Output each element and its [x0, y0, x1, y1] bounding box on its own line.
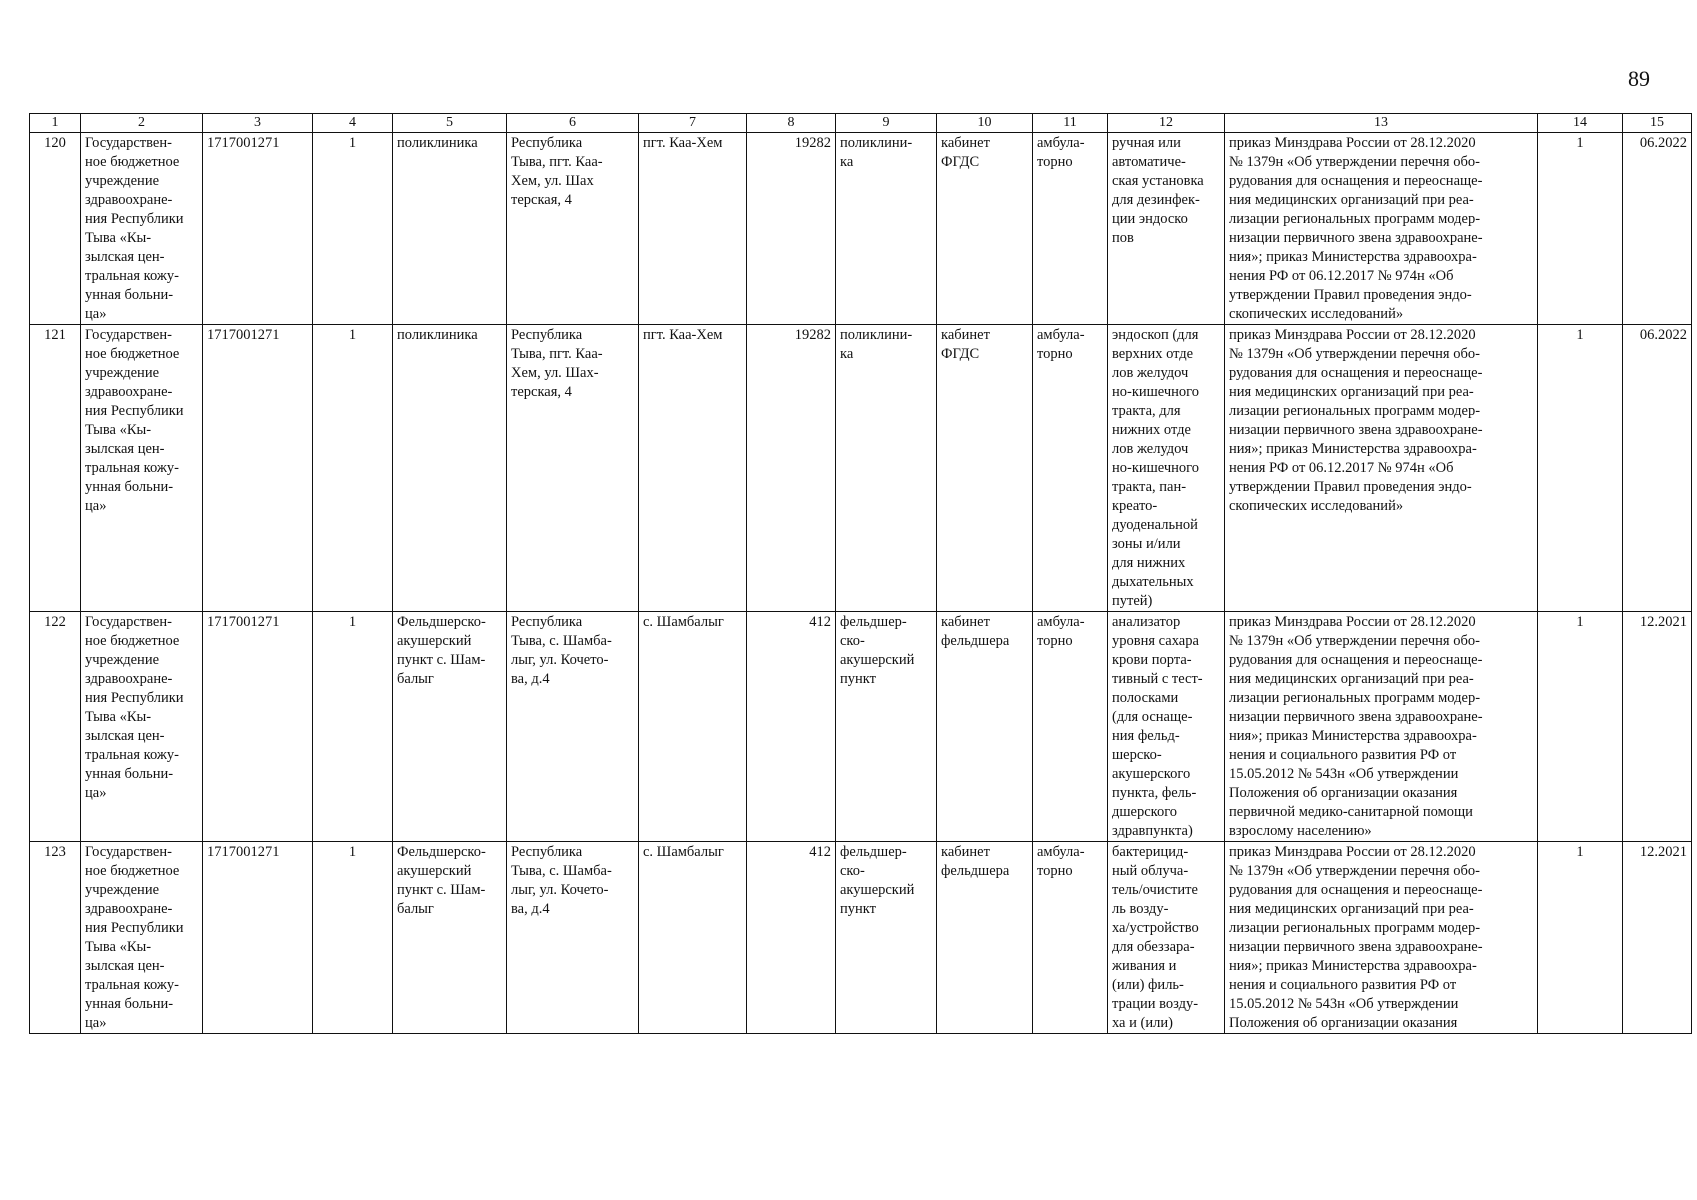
inn-cell: 1717001271 [203, 612, 313, 842]
population-cell: 412 [747, 842, 836, 1034]
organization-cell: Государствен- ное бюджетное учреждение здравоохране- ния Республики Тыва «Кы- зылская цен- тральная кожу- унная больни- ца» [81, 612, 203, 842]
locality-cell: пгт. Каа-Хем [639, 325, 747, 612]
division-cell: фельдшер- ско- акушерский пункт [836, 612, 937, 842]
column-number: 7 [639, 114, 747, 133]
basis-cell: приказ Минздрава России от 28.12.2020 № 1379н «Об утверждении перечня обо- рудования для оснащения и переоснаще- ния медицинских организаций при реа- лизации региональных программ модер- низации первичного звена здравоохране- ния»; приказ Министерства здравоохра- нения и социального развития РФ от 15.05.2012 № 543н «Об утверждении Положения об организации оказания [1225, 842, 1538, 1034]
column-number: 14 [1538, 114, 1623, 133]
page-number: 89 [1628, 66, 1650, 91]
date-cell: 12.2021 [1623, 842, 1692, 1034]
table-row [30, 612, 1692, 842]
column-number: 1 [30, 114, 81, 133]
address-cell: Республика Тыва, с. Шамба- лыг, ул. Кочето- ва, д.4 [507, 612, 639, 842]
room-cell: кабинет ФГДС [937, 325, 1033, 612]
address-cell: Республика Тыва, с. Шамба- лыг, ул. Кочето- ва, д.4 [507, 842, 639, 1034]
table-row [30, 842, 1692, 1034]
column-number: 10 [937, 114, 1033, 133]
room-cell: кабинет ФГДС [937, 133, 1033, 325]
equipment-table [29, 113, 1692, 1034]
population-cell: 19282 [747, 325, 836, 612]
basis-cell: приказ Минздрава России от 28.12.2020 № 1379н «Об утверждении перечня обо- рудования для оснащения и переоснаще- ния медицинских организаций при реа- лизации региональных программ модер- низации первичного звена здравоохране- ния»; приказ Министерства здравоохра- нения РФ от 06.12.2017 № 974н «Об утверждении Правил проведения эндо- скопических исследований» [1225, 325, 1538, 612]
locality-cell: с. Шамбалыг [639, 612, 747, 842]
quantity-cell: 1 [1538, 325, 1623, 612]
count-cell: 1 [313, 325, 393, 612]
equipment-cell: анализатор уровня сахара крови порта- тивный с тест- полосками (для оснаще- ния фельд- шерско- акушерского пункта, фель- дшерского здравпункта) [1108, 612, 1225, 842]
date-cell: 06.2022 [1623, 133, 1692, 325]
row-number: 123 [30, 842, 81, 1034]
mode-cell: амбула- торно [1033, 133, 1108, 325]
mode-cell: амбула- торно [1033, 612, 1108, 842]
inn-cell: 1717001271 [203, 133, 313, 325]
column-number: 5 [393, 114, 507, 133]
population-cell: 19282 [747, 133, 836, 325]
unit-cell: Фельдшерско- акушерский пункт с. Шам- балыг [393, 612, 507, 842]
unit-cell: Фельдшерско- акушерский пункт с. Шам- балыг [393, 842, 507, 1034]
column-number-row [30, 114, 1692, 133]
column-number: 11 [1033, 114, 1108, 133]
address-cell: Республика Тыва, пгт. Каа- Хем, ул. Шах- терская, 4 [507, 325, 639, 612]
equipment-cell: бактерицид- ный облуча- тель/очистите ль возду- ха/устройство для обеззара- живания и (или) филь- трации возду- ха и (или) [1108, 842, 1225, 1034]
room-cell: кабинет фельдшера [937, 842, 1033, 1034]
column-number: 12 [1108, 114, 1225, 133]
quantity-cell: 1 [1538, 612, 1623, 842]
row-number: 122 [30, 612, 81, 842]
table-row [30, 133, 1692, 325]
equipment-cell: ручная или автоматиче- ская установка для дезинфек- ции эндоско пов [1108, 133, 1225, 325]
column-number: 2 [81, 114, 203, 133]
count-cell: 1 [313, 612, 393, 842]
unit-cell: поликлиника [393, 325, 507, 612]
inn-cell: 1717001271 [203, 325, 313, 612]
unit-cell: поликлиника [393, 133, 507, 325]
count-cell: 1 [313, 133, 393, 325]
row-number: 121 [30, 325, 81, 612]
organization-cell: Государствен- ное бюджетное учреждение здравоохране- ния Республики Тыва «Кы- зылская цен- тральная кожу- унная больни- ца» [81, 325, 203, 612]
column-number: 6 [507, 114, 639, 133]
organization-cell: Государствен- ное бюджетное учреждение здравоохране- ния Республики Тыва «Кы- зылская цен- тральная кожу- унная больни- ца» [81, 842, 203, 1034]
mode-cell: амбула- торно [1033, 325, 1108, 612]
division-cell: поликлини- ка [836, 133, 937, 325]
column-number: 13 [1225, 114, 1538, 133]
column-number: 4 [313, 114, 393, 133]
basis-cell: приказ Минздрава России от 28.12.2020 № 1379н «Об утверждении перечня обо- рудования для оснащения и переоснаще- ния медицинских организаций при реа- лизации региональных программ модер- низации первичного звена здравоохране- ния»; приказ Министерства здравоохра- нения и социального развития РФ от 15.05.2012 № 543н «Об утверждении Положения об организации оказания первичной медико-санитарной помощи взрослому населению» [1225, 612, 1538, 842]
column-number: 15 [1623, 114, 1692, 133]
column-number: 3 [203, 114, 313, 133]
date-cell: 12.2021 [1623, 612, 1692, 842]
basis-cell: приказ Минздрава России от 28.12.2020 № 1379н «Об утверждении перечня обо- рудования для оснащения и переоснаще- ния медицинских организаций при реа- лизации региональных программ модер- низации первичного звена здравоохране- ния»; приказ Министерства здравоохра- нения РФ от 06.12.2017 № 974н «Об утверждении Правил проведения эндо- скопических исследований» [1225, 133, 1538, 325]
population-cell: 412 [747, 612, 836, 842]
organization-cell: Государствен- ное бюджетное учреждение здравоохране- ния Республики Тыва «Кы- зылская цен- тральная кожу- унная больни- ца» [81, 133, 203, 325]
locality-cell: с. Шамбалыг [639, 842, 747, 1034]
count-cell: 1 [313, 842, 393, 1034]
division-cell: фельдшер- ско- акушерский пункт [836, 842, 937, 1034]
table-row [30, 325, 1692, 612]
address-cell: Республика Тыва, пгт. Каа- Хем, ул. Шах терская, 4 [507, 133, 639, 325]
equipment-cell: эндоскоп (для верхних отде лов желудоч но-кишечного тракта, для нижних отде лов желудоч но-кишечного тракта, пан- креато- дуоденальной зоны и/или для нижних дыхательных путей) [1108, 325, 1225, 612]
quantity-cell: 1 [1538, 133, 1623, 325]
division-cell: поликлини- ка [836, 325, 937, 612]
inn-cell: 1717001271 [203, 842, 313, 1034]
mode-cell: амбула- торно [1033, 842, 1108, 1034]
date-cell: 06.2022 [1623, 325, 1692, 612]
room-cell: кабинет фельдшера [937, 612, 1033, 842]
row-number: 120 [30, 133, 81, 325]
column-number: 8 [747, 114, 836, 133]
column-number: 9 [836, 114, 937, 133]
locality-cell: пгт. Каа-Хем [639, 133, 747, 325]
quantity-cell: 1 [1538, 842, 1623, 1034]
